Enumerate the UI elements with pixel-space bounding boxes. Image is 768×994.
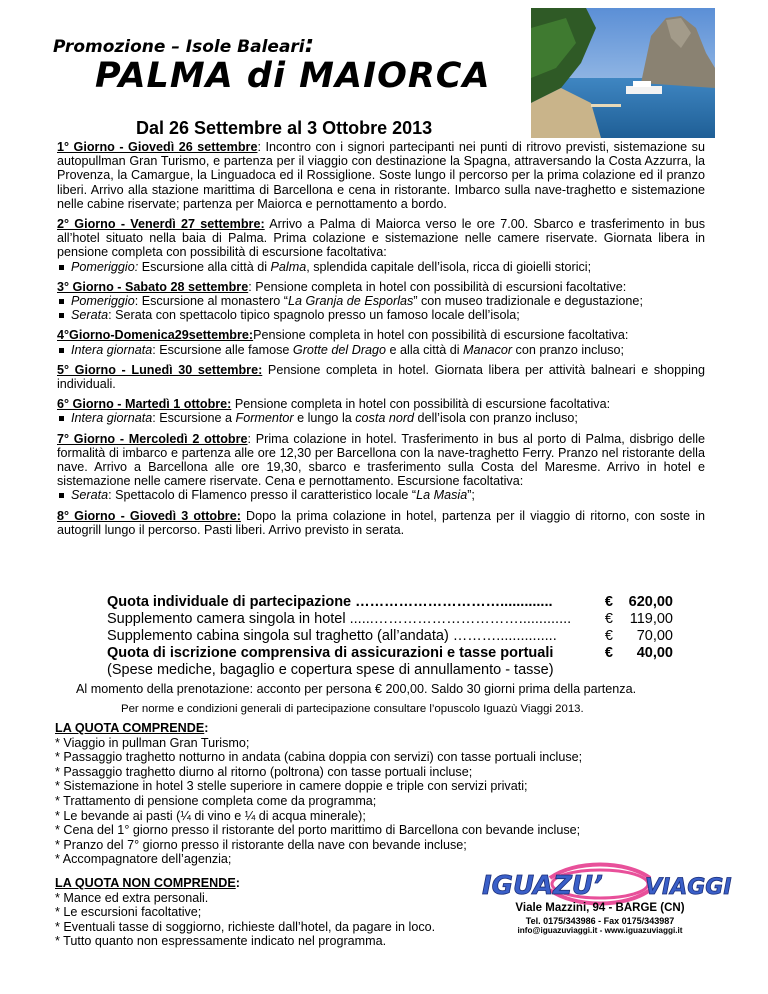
svg-text:IGUAZU’: IGUAZU’ bbox=[482, 871, 603, 901]
price-table bbox=[107, 594, 673, 679]
list-item: * Tutto quanto non espressamente indicato nel programma. bbox=[55, 934, 387, 949]
day-1: 1° Giorno - Giovedì 26 settembre: Incontro con i signori partecipanti nei punti di ritrovo previsti, sistemazione su autopullman Gran Turismo, e partenza per il viaggio con destinazione la Spagna, attraversando la Costa Azzurra, la Provenza, la Camargue, la Linguadoca ed il Rossiglione. Soste lungo il percorso per la prima colazione ed il pranzo liberi. Arrivo alla stazione marittima di Barcellona e cena in ristorante. Imbarco sulla nave-traghetto e sistemazione nelle cabine riservate; partenza per Maiorca e pernottamento a bordo. bbox=[57, 140, 705, 211]
price-row: Supplemento camera singola in hotel ......…………………………............. € 119,00 bbox=[107, 611, 673, 627]
bullet-item: Intera giornata: Escursione alle famose Grotte del Drago e alla città di Manacor con pranzo incluso; bbox=[57, 343, 705, 357]
booking-note: Al momento della prenotazione: acconto per persona € 200,00. Saldo 30 giorni prima della partenza. bbox=[76, 682, 637, 696]
list-item: * Passaggio traghetto diurno al ritorno (poltrona) con tasse portuali incluse; bbox=[55, 764, 473, 779]
bullet-item: Serata: Spettacolo di Flamenco presso il caratteristico locale “La Masia”; bbox=[57, 488, 705, 502]
list-item: * Cena del 1° giorno presso il ristorante del porto marittimo di Barcellona con bevande incluse; bbox=[55, 823, 581, 838]
terms-note: Per norme e condizioni generali di partecipazione consultare l’opuscolo Iguazù Viaggi 2013. bbox=[121, 703, 584, 715]
included-heading: LA QUOTA COMPRENDE: bbox=[55, 721, 209, 735]
excluded-heading: LA QUOTA NON COMPRENDE: bbox=[55, 876, 240, 890]
included-section bbox=[55, 721, 715, 867]
list-item: * Mance ed extra personali. bbox=[55, 890, 209, 905]
excluded-section bbox=[55, 876, 495, 949]
bullet-item: Serata: Serata con spettacolo tipico spagnolo presso un famoso locale dell’isola; bbox=[57, 308, 705, 322]
day-2: 2° Giorno - Venerdì 27 settembre: Arrivo a Palma di Maiorca verso le ore 7.00. Sbarco e trasferimento in bus all’hotel situato nella baia di Palma. Prima colazione e sistemazione nelle camere riservate. Giornata libera in pensione completa con possibilità di escursione facoltativa: Pomeriggio: Escursione alla città di Palma, splendida capitale dell’isola, ricca di gioielli storici; bbox=[57, 217, 705, 274]
list-item: * Trattamento di pensione completa come da programma; bbox=[55, 793, 377, 808]
list-item: * Le bevande ai pasti (¼ di vino e ¼ di acqua minerale); bbox=[55, 808, 366, 823]
day-4: 4°Giorno-Domenica29settembre:Pensione completa in hotel con possibilità di escursione facoltativa: Intera giornata: Escursione alle famose Grotte del Drago e alla città di Manacor con pranzo incluso; bbox=[57, 328, 705, 356]
list-item: * Accompagnatore dell’agenzia; bbox=[55, 852, 232, 867]
day-6: 6° Giorno - Martedì 1 ottobre: Pensione completa in hotel con possibilità di escursione facoltativa: Intera giornata: Escursione a Formentor e lungo la costa nord dell’isola con pranzo incluso; bbox=[57, 397, 705, 425]
page-title: PALMA di MAIORCA bbox=[95, 56, 491, 96]
agency-contact bbox=[486, 902, 714, 935]
list-item: * Sistemazione in hotel 3 stelle superiore in camere doppie e triple con servizi privati; bbox=[55, 779, 528, 794]
agency-web: info@iguazuviaggi.it - www.iguazuviaggi.it bbox=[517, 926, 683, 935]
price-row: Quota di iscrizione comprensiva di assicurazioni e tasse portuali € 40,00 bbox=[107, 645, 673, 661]
price-row: Quota individuale di partecipazione …………………………............. € 620,00 bbox=[107, 594, 673, 610]
day-7: 7° Giorno - Mercoledì 2 ottobre: Prima colazione in hotel. Trasferimento in bus al porto di Palma, disbrigo delle formalità di imbarco e partenza alle ore 12,30 per Barcellona con la nave-traghetto Ferry. Pranzo nel ristorante della nave. Arrivo a Barcellona alle ore 19,30, sbarco e trasferimento sulla Costa del Maresme. Arrivo in hotel e sistemazione nelle camere riservate. Cena e pernottamento. Escursione facoltativa: Serata: Spettacolo di Flamenco presso il caratteristico locale “La Masia”; bbox=[57, 431, 705, 503]
day-3: 3° Giorno - Sabato 28 settembre: Pensione completa in hotel con possibilità di escursioni facoltative: Pomeriggio: Escursione al monastero “La Granja de Esporlas” con museo tradizionale e degustazione; Serata: Serata con spettacolo tipico spagnolo presso un famoso locale dell’isola; bbox=[57, 280, 705, 323]
list-item: * Passaggio traghetto notturno in andata (cabina doppia con servizi) con tasse portuali incluse; bbox=[55, 750, 583, 765]
bullet-item: Pomeriggio: Escursione al monastero “La Granja de Esporlas” con museo tradizionale e degustazione; bbox=[57, 294, 705, 308]
itinerary bbox=[57, 140, 705, 543]
day-8: 8° Giorno - Giovedì 3 ottobre: Dopo la prima colazione in hotel, partenza per il viaggio di ritorno, con soste in autogrill lungo il percorso. Pasti liberi. Arrivo previsto in serata. bbox=[57, 508, 705, 537]
agency-phone: Tel. 0175/343986 - Fax 0175/343987 bbox=[525, 916, 675, 926]
price-row: Supplemento cabina singola sul traghetto (all’andata) ………............... € 70,00 bbox=[107, 628, 673, 644]
day-5: 5° Giorno - Lunedì 30 settembre: Pensione completa in hotel. Giornata libera per attività balneari e shopping individuali. bbox=[57, 362, 705, 392]
promo-heading: Promozione – Isole Baleari: bbox=[53, 30, 315, 58]
bullet-item: Pomeriggio: Escursione alla città di Palma, splendida capitale dell’isola, ricca di gioielli storici; bbox=[57, 260, 705, 274]
agency-address: Viale Mazzini, 94 - BARGE (CN) bbox=[515, 902, 685, 914]
list-item: * Pranzo del 7° giorno presso il ristorante della nave con bevande incluse; bbox=[55, 837, 467, 852]
mallorca-coast-photo bbox=[531, 8, 715, 138]
list-item: * Eventuali tasse di soggiorno, richieste dall’hotel, da pagare in loco. bbox=[55, 919, 436, 934]
svg-text:VIAGGI: VIAGGI bbox=[645, 875, 732, 900]
price-note: (Spese mediche, bagaglio e copertura spese di annullamento - tasse) bbox=[107, 662, 554, 678]
bullet-item: Intera giornata: Escursione a Formentor e lungo la costa nord dell’isola con pranzo incluso; bbox=[57, 411, 705, 425]
list-item: * Viaggio in pullman Gran Turismo; bbox=[55, 735, 250, 750]
list-item: * Le escursioni facoltative; bbox=[55, 905, 202, 920]
trip-dates: Dal 26 Settembre al 3 Ottobre 2013 bbox=[136, 118, 433, 138]
